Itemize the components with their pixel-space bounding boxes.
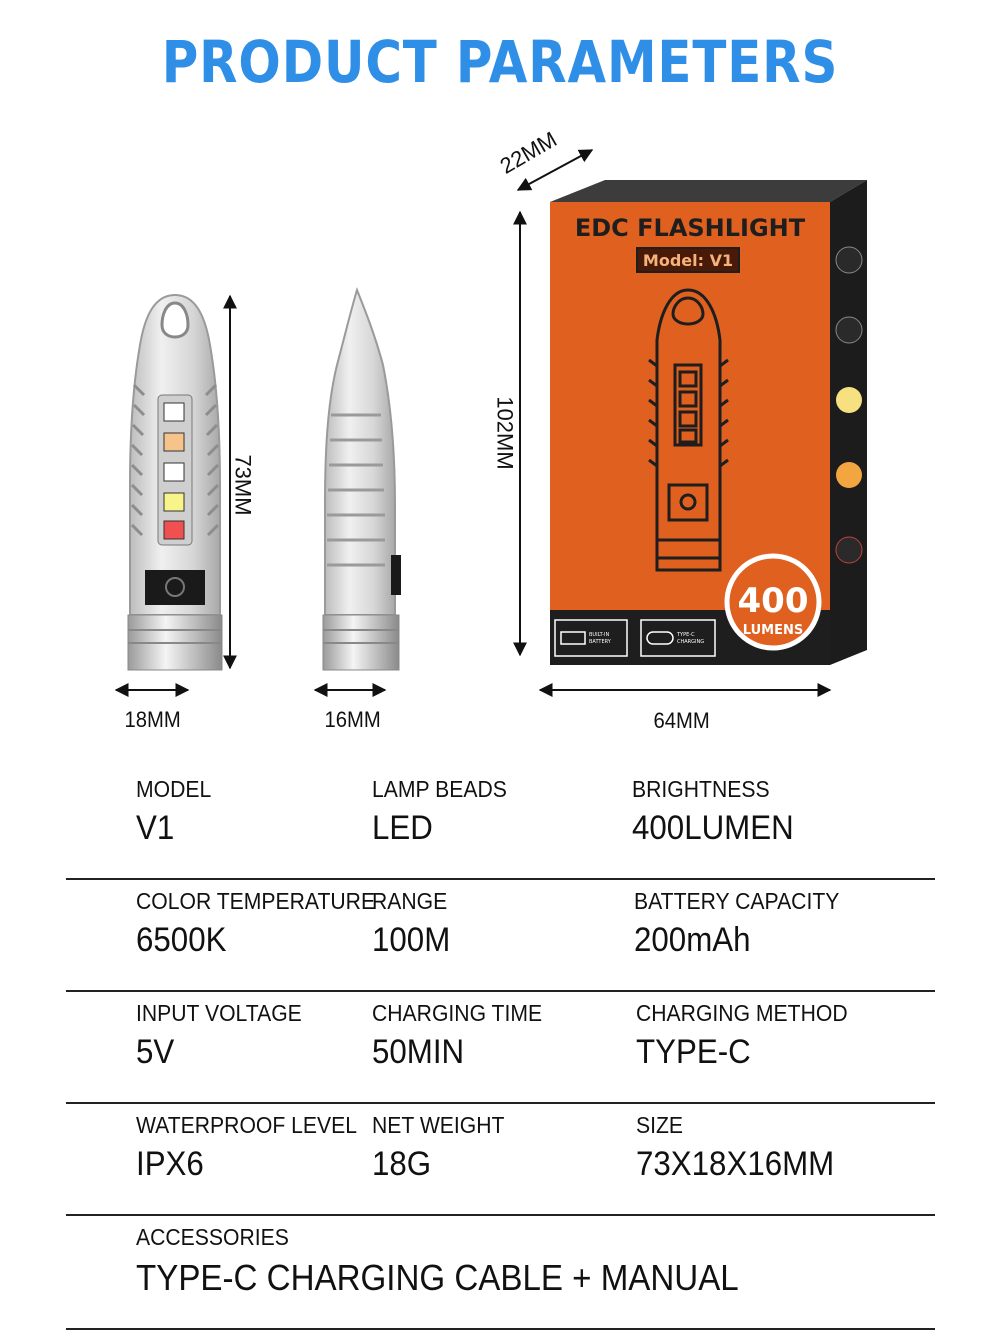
param-value: 400LUMEN bbox=[632, 809, 794, 847]
param-lamp-beads bbox=[372, 776, 519, 848]
param-value: 100M bbox=[372, 921, 451, 959]
param-value: 73X18X16MM bbox=[636, 1145, 835, 1183]
param-value: TYPE-C CHARGING CABLE + MANUAL bbox=[136, 1257, 739, 1298]
param-value: 5V bbox=[136, 1033, 175, 1071]
svg-text:BUILT-IN: BUILT-IN bbox=[589, 632, 610, 638]
param-label: SIZE bbox=[636, 1112, 684, 1138]
param-label: INPUT VOLTAGE bbox=[136, 1000, 302, 1026]
param-value: 6500K bbox=[136, 921, 227, 959]
parameters-row bbox=[66, 1104, 935, 1216]
page-title: PRODUCT PARAMETERS bbox=[161, 28, 839, 96]
dim-front-height: 73MM bbox=[230, 454, 256, 516]
param-value: V1 bbox=[136, 809, 175, 847]
param-value: LED bbox=[372, 809, 433, 847]
parameters-row bbox=[66, 992, 935, 1104]
dim-box-height: 102MM bbox=[492, 396, 518, 470]
param-label: MODEL bbox=[136, 776, 212, 802]
dim-side-width: 16MM bbox=[324, 707, 381, 732]
param-label: COLOR TEMPERATURE bbox=[136, 888, 376, 914]
parameters-row bbox=[66, 1216, 935, 1330]
svg-text:CHARGING: CHARGING bbox=[677, 639, 705, 645]
param-range bbox=[372, 888, 457, 960]
param-value: 50MIN bbox=[372, 1033, 465, 1071]
param-charging-time bbox=[372, 1000, 557, 1072]
param-input-voltage bbox=[136, 1000, 316, 1072]
param-color-temperature bbox=[136, 888, 396, 960]
parameters-table bbox=[66, 768, 935, 1330]
box-lumens-unit: LUMENS bbox=[742, 623, 804, 638]
dim-front-width: 18MM bbox=[124, 707, 181, 732]
box-brand-title: EDC FLASHLIGHT bbox=[574, 214, 806, 242]
svg-text:BATTERY: BATTERY bbox=[589, 639, 611, 645]
param-label: ACCESSORIES bbox=[136, 1224, 289, 1250]
param-value: TYPE-C bbox=[636, 1033, 751, 1071]
box-lumens-value: 400 bbox=[737, 581, 809, 621]
param-battery-capacity bbox=[634, 888, 857, 960]
param-model bbox=[136, 776, 218, 848]
param-label: BRIGHTNESS bbox=[632, 776, 770, 802]
parameters-row bbox=[66, 768, 935, 880]
param-size bbox=[636, 1112, 851, 1184]
param-label: CHARGING TIME bbox=[372, 1000, 543, 1026]
param-label: WATERPROOF LEVEL bbox=[136, 1112, 358, 1138]
param-charging-method bbox=[636, 1000, 866, 1072]
param-label: RANGE bbox=[372, 888, 448, 914]
param-value: IPX6 bbox=[136, 1145, 204, 1183]
param-label: NET WEIGHT bbox=[372, 1112, 505, 1138]
parameters-row bbox=[66, 880, 935, 992]
param-label: BATTERY CAPACITY bbox=[634, 888, 840, 914]
dim-box-depth: 22MM bbox=[495, 126, 562, 179]
param-value: 18G bbox=[372, 1145, 432, 1183]
param-brightness bbox=[632, 776, 808, 848]
param-label: LAMP BEADS bbox=[372, 776, 507, 802]
box-model-label: Model: V1 bbox=[642, 251, 734, 270]
param-net-weight bbox=[372, 1112, 516, 1184]
dim-box-width: 64MM bbox=[653, 708, 710, 733]
param-value: 200mAh bbox=[634, 921, 751, 959]
param-label: CHARGING METHOD bbox=[636, 1000, 848, 1026]
param-accessories bbox=[136, 1224, 791, 1299]
param-waterproof-level bbox=[136, 1112, 376, 1184]
svg-text:TYPE-C: TYPE-C bbox=[677, 632, 695, 638]
